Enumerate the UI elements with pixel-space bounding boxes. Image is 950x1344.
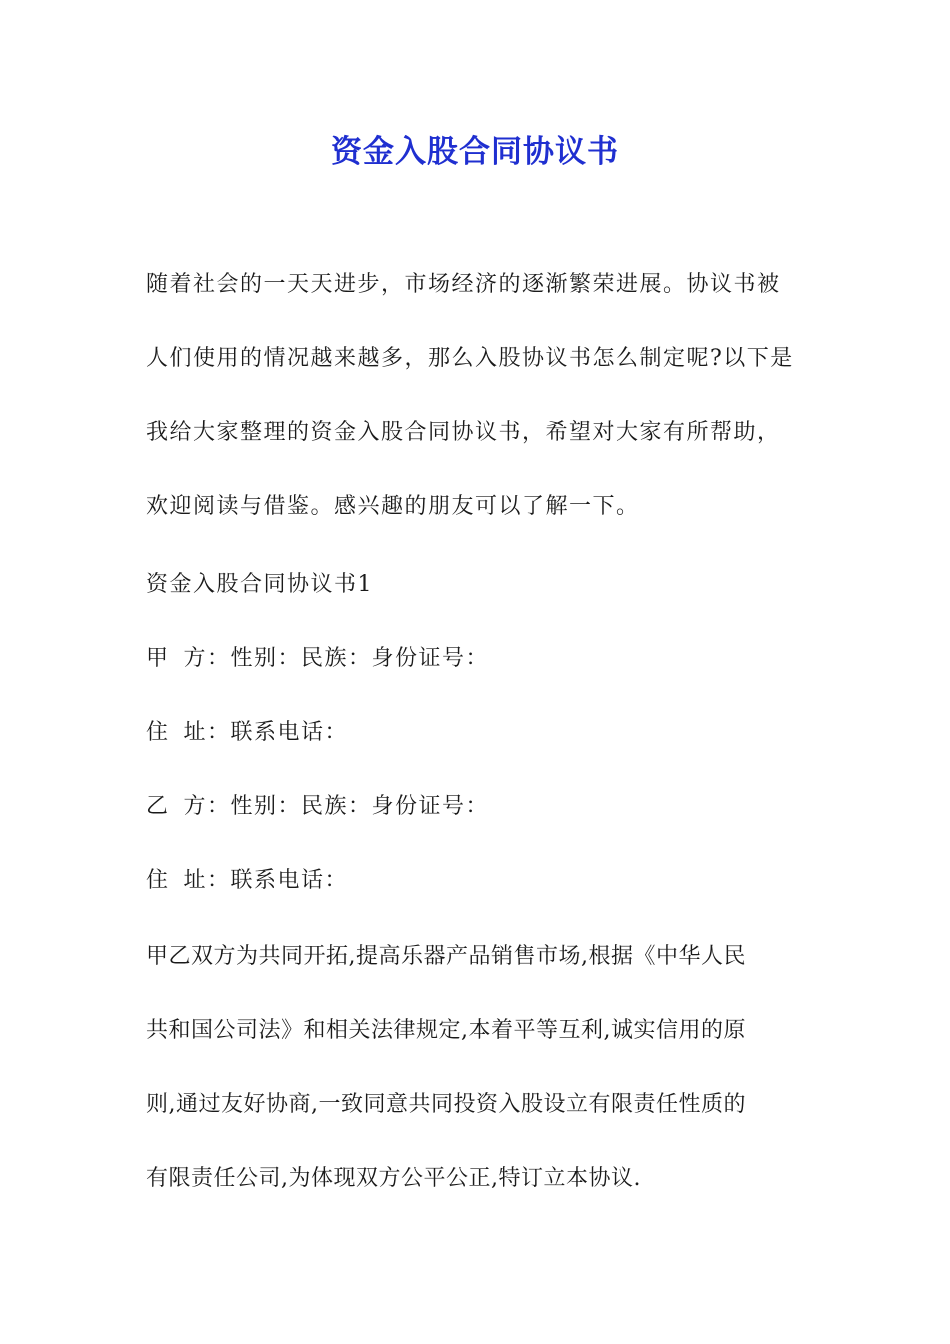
party-b-address-char: 住	[146, 868, 170, 893]
contract-line: 甲乙双方为共同开拓,提高乐器产品销售市场,根据《中华人民	[146, 944, 746, 969]
document-title: 资金入股合同协议书	[331, 134, 619, 170]
intro-line: 随着社会的一天天进步，市场经济的逐渐繁荣进展。协议书被	[146, 272, 781, 297]
party-b-info	[146, 770, 808, 844]
section-heading: 资金入股合同协议书1	[146, 572, 373, 597]
party-section	[146, 548, 808, 918]
party-a-label-char: 甲	[146, 646, 170, 671]
contract-line: 则,通过友好协商,一致同意共同投资入股设立有限责任性质的	[146, 1092, 746, 1117]
contract-line: 共和国公司法》和相关法律规定,本着平等互利,诚实信用的原	[146, 1018, 746, 1043]
party-a-address	[146, 696, 808, 770]
party-a-info	[146, 622, 808, 696]
party-a-address-fields: 址：联系电话：	[183, 720, 349, 745]
intro-line: 我给大家整理的资金入股合同协议书，希望对大家有所帮助，	[146, 420, 781, 445]
contract-line: 有限责任公司,为体现双方公平公正,特订立本协议.	[146, 1166, 641, 1191]
party-a-fields: 方：性别：民族：身份证号：	[183, 646, 490, 671]
intro-paragraph	[146, 248, 808, 544]
party-b-address	[146, 844, 808, 918]
party-b-label-char: 乙	[146, 794, 170, 819]
intro-line: 欢迎阅读与借鉴。感兴趣的朋友可以了解一下。	[146, 494, 640, 519]
intro-line: 人们使用的情况越来越多，那么入股协议书怎么制定呢?以下是	[146, 346, 794, 371]
party-b-fields: 方：性别：民族：身份证号：	[183, 794, 490, 819]
contract-paragraph	[146, 920, 808, 1216]
party-b-address-fields: 址：联系电话：	[183, 868, 349, 893]
party-a-address-char: 住	[146, 720, 170, 745]
